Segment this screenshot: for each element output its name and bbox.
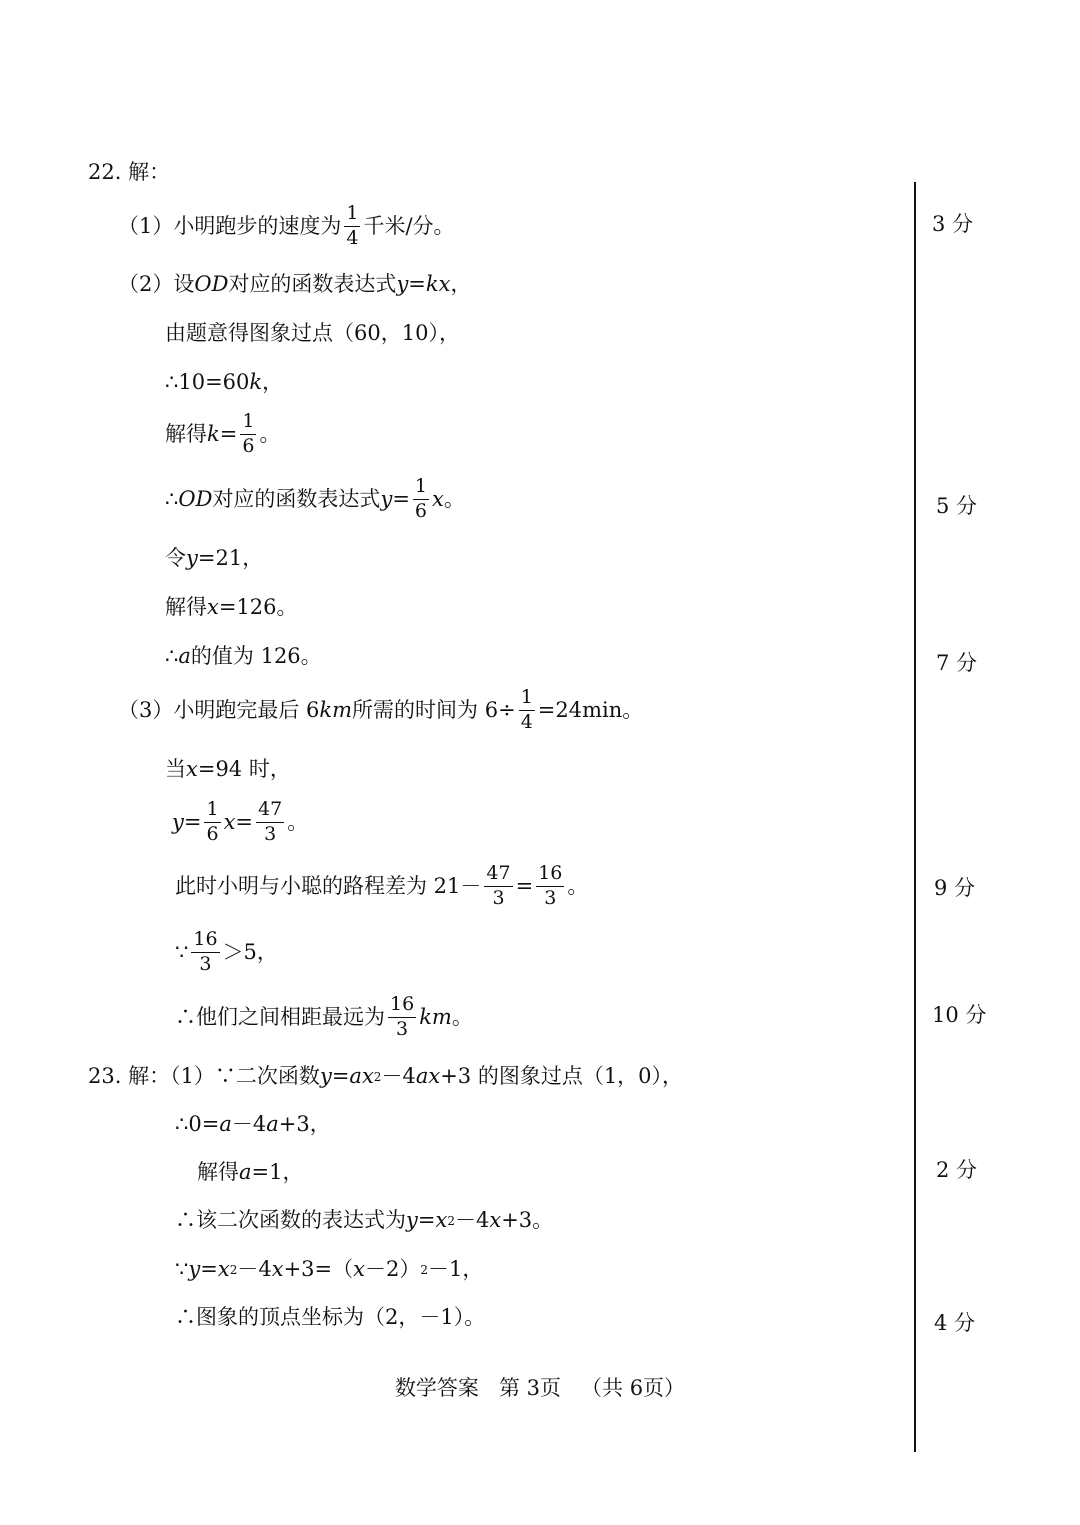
fraction: $\frac{1}{4}$	[346, 202, 359, 249]
fraction: $\frac{16}{3}$	[538, 862, 563, 909]
score-column-divider	[914, 182, 916, 1452]
fraction: $\frac{47}{3}$	[486, 862, 511, 909]
fraction: $\frac{1}{4}$	[520, 686, 533, 733]
q23-expression: ∴该二次函数的表达式为 y = x 2 －4 x +3。	[175, 1208, 554, 1232]
q22-part3-time: （3）小明跑完最后 6 km 所需的时间为 6÷ $\frac{1}{4}$ =24min。	[118, 686, 644, 733]
q22-part3-conclusion: ∴他们之间相距最远为 $\frac{16}{3}$ km 。	[175, 993, 473, 1040]
fraction: $\frac{1}{6}$	[242, 410, 255, 457]
score-label: 9 分	[934, 876, 976, 900]
q22-part2-result: ∴ OD 对应的函数表达式 y = $\frac{1}{6}$ x 。	[165, 475, 465, 522]
score-label: 5 分	[936, 494, 978, 518]
score-label: 4 分	[934, 1311, 976, 1335]
q22-part2-setup: （2）设 OD 对应的函数表达式 y=kx ，	[118, 272, 472, 296]
fraction: $\frac{47}{3}$	[258, 798, 283, 845]
q22-part3-difference: 此时小明与小聪的路程差为 21－ $\frac{47}{3}$ = $\frac{16}{3}$ 。	[175, 862, 589, 909]
q22-part2-point: 由题意得图象过点（60，10），	[165, 321, 460, 345]
fraction: $\frac{16}{3}$	[390, 993, 415, 1040]
score-label: 2 分	[936, 1158, 978, 1182]
q23-equation: ∴0= a －4 a +3，	[175, 1112, 331, 1136]
q22-part2-value-a: ∴ a 的值为 126。	[165, 644, 322, 668]
q22-part3-when-x: 当 x =94 时，	[165, 757, 291, 781]
q23-vertex: ∴图象的顶点坐标为（2，－1）。	[175, 1305, 486, 1329]
q23-heading: 23. 解：（1）∵二次函数 y = ax 2 －4 ax +3 的图象过点（1，0），	[88, 1064, 684, 1088]
q22-part2-let-y: 令 y =21，	[165, 546, 264, 570]
q22-part2-equation: ∴10=60 k ，	[165, 370, 284, 394]
q22-heading: 22. 解：	[88, 160, 171, 184]
fraction: $\frac{16}{3}$	[193, 928, 218, 975]
q23-vertex-form: ∵ y = x 2 －4 x +3=（ x －2） 2 －1，	[175, 1257, 484, 1281]
fraction: $\frac{1}{6}$	[206, 798, 219, 845]
score-label: 7 分	[936, 651, 978, 675]
q22-part3-compare: ∵ $\frac{16}{3}$ ＞5，	[175, 928, 278, 975]
q22-part1: （1）小明跑步的速度为 $\frac{1}{4}$ 千米/分。	[118, 202, 455, 249]
q23-solve-a: 解得 a =1，	[197, 1160, 304, 1184]
page-footer: 数学答案 第 3页 （共 6页）	[394, 1376, 686, 1400]
q22-part3-y-value: y = $\frac{1}{6}$ x = $\frac{47}{3}$ 。	[172, 798, 309, 845]
q22-part2-solve-x: 解得 x =126。	[165, 595, 298, 619]
q22-part2-solve-k: 解得 k = $\frac{1}{6}$ 。	[165, 410, 281, 457]
fraction: $\frac{1}{6}$	[414, 475, 428, 522]
score-label: 10 分	[932, 1003, 987, 1027]
score-label: 3 分	[932, 212, 974, 236]
